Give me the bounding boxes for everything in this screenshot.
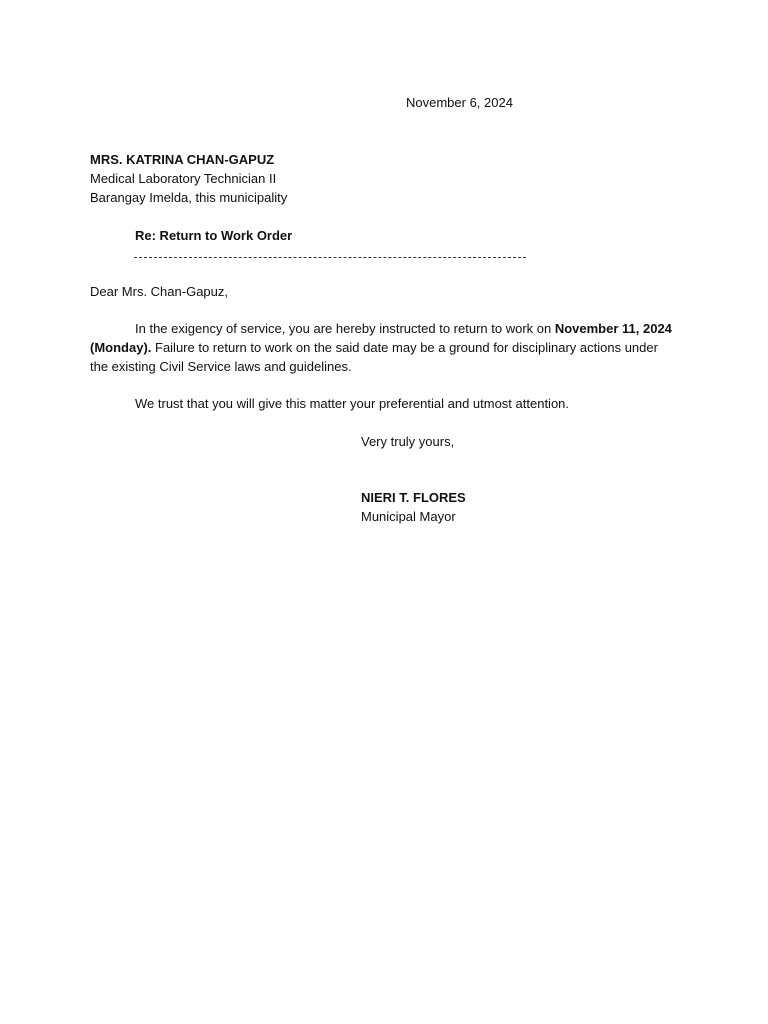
return-date: November 11, 2024 (Monday).	[90, 321, 672, 355]
recipient-name: MRS. KATRINA CHAN-GAPUZ	[90, 152, 275, 167]
subject-line: Re: Return to Work Order	[135, 228, 293, 243]
closing: Very truly yours,	[361, 434, 455, 449]
body-paragraph-2: We trust that you will give this matter your preferential and utmost attention.	[135, 396, 570, 411]
body-paragraph-1-rest: Failure to return to work on the said date may be a ground for disciplinary actions under the existing Civil Service laws and guidelines.	[90, 340, 658, 374]
recipient-address: Barangay Imelda, this municipality	[90, 190, 288, 205]
recipient-position: Medical Laboratory Technician II	[90, 171, 277, 186]
salutation: Dear Mrs. Chan-Gapuz,	[90, 284, 228, 299]
signatory-title: Municipal Mayor	[361, 509, 456, 524]
body-paragraph-1	[90, 319, 675, 376]
subject-divider	[134, 257, 526, 258]
signatory-name: NIERI T. FLORES	[361, 490, 466, 505]
body-paragraph-1-intro: In the exigency of service, you are hereby instructed to return to work on	[135, 321, 555, 336]
letter-date: November 6, 2024	[406, 95, 513, 110]
